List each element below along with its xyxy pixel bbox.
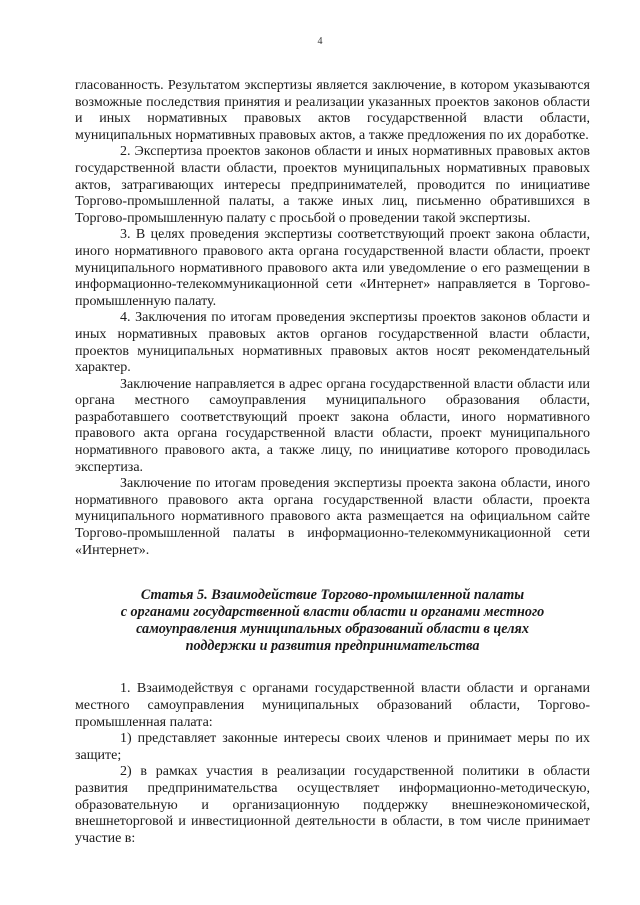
paragraphs-before [75,78,590,559]
paragraph: 2. Экспертиза проектов законов области и иных нормативных правовых актов государственной власти области, проектов муниципальных нормативных правовых актов, затрагивающих интересы предпринимателей, проводится по инициативе Торгово-промышленной палаты, а также иных лиц, письменно обратившихся в Торгово-промышленную палату с просьбой о проведении такой экспертизы. [75,144,590,226]
article-heading-line: с органами государственной власти области и органами местного [120,604,545,621]
page-number: 4 [317,36,323,47]
article-heading [75,587,590,654]
paragraph: 2) в рамках участия в реализации государственной политики в области развития предпринимательства осуществляет информационно-методическую, образовательную и организационную поддержку внешнеэкономической, внешнеторговой и инвестиционной деятельности в области, в том числе принимает участие в: [75,764,590,846]
paragraph: 3. В целях проведения экспертизы соответствующий проект закона области, иного нормативного правового акта органа государственной власти области, проект муниципального нормативного правового акта или уведомление о его размещении в информационно-телекоммуникационной сети «Интернет» направляется в Торгово-промышленную палату. [75,227,590,309]
paragraph: гласованность. Результатом экспертизы является заключение, в котором указываются возможные последствия принятия и реализации указанных проектов законов области и иных нормативных правовых актов государственной власти области, муниципальных нормативных правовых актов, а также предложения по их доработке. [75,78,590,143]
article-heading-line: поддержки и развития предпринимательства [185,637,480,654]
paragraphs-after [75,681,590,847]
document-body [75,78,590,847]
article-heading-line: самоуправления муниципальных образований области в целях [136,620,529,637]
article-heading-line: Статья 5. Взаимодействие Торгово-промышленной палаты [140,587,525,604]
paragraph: 4. Заключения по итогам проведения экспертизы проектов законов области и иных нормативных правовых актов органов государственной власти области, проектов муниципальных нормативных правовых актов носят рекомендательный характер. [75,310,590,376]
paragraph: Заключение направляется в адрес органа государственной власти области или органа местного самоуправления муниципального образования области, разработавшего соответствующий проект закона области, иного нормативного правового акта органа государственной власти области, проект муниципального нормативного правового акта, а также лицу, по инициативе которого проводилась экспертиза. [75,376,590,475]
paragraph: 1) представляет законные интересы своих членов и принимает меры по их защите; [75,731,590,763]
paragraph: 1. Взаимодействуя с органами государственной власти области и органами местного самоуправления муниципальных образований области, Торгово-промышленная палата: [75,681,590,730]
paragraph: Заключение по итогам проведения экспертизы проекта закона области, иного нормативного правового акта органа государственной власти области, проекта муниципального нормативного правового акта размещается на официальном сайте Торгово-промышленной палаты в информационно-телекоммуникационной сети «Интернет». [75,476,590,558]
